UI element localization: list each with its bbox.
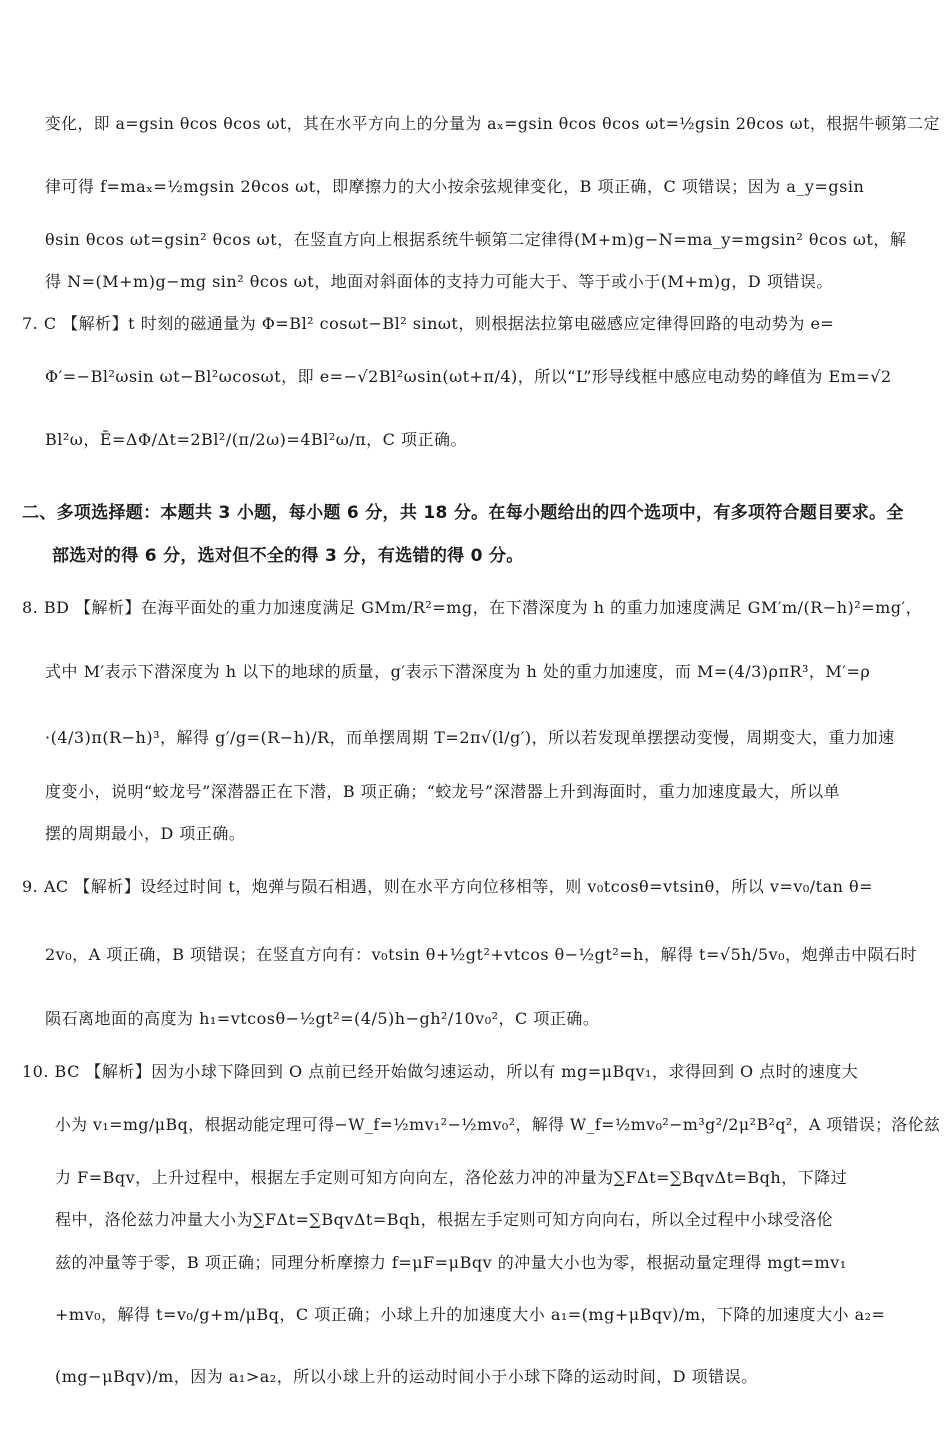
text-line: 律可得 f=maₓ=½mgsin 2θcos ωt，即摩擦力的大小按余弦规律变化，B 项正确，C 项错误；因为 a_y=gsin [45, 177, 865, 196]
question-10-line: 10. BC 【解析】因为小球下降回到 O 点前已经开始做匀速运动，所以有 mg=μBqv₁，求得回到 O 点时的速度大 [22, 1062, 859, 1081]
text-line: 陨石离地面的高度为 h₁=vtcosθ−½gt²=(4/5)h−gh²/10v₀²，C 项正确。 [45, 1009, 600, 1028]
text-line: Bl²ω，Ē=ΔΦ/Δt=2Bl²/(π/2ω)=4Bl²ω/π，C 项正确。 [45, 430, 468, 449]
text-line: +mv₀，解得 t=v₀/g+m/μBq，C 项正确；小球上升的加速度大小 a₁=(mg+μBqv)/m，下降的加速度大小 a₂= [55, 1305, 886, 1324]
text-line: (mg−μBqv)/m，因为 a₁>a₂，所以小球上升的运动时间小于小球下降的运动时间，D 项错误。 [55, 1367, 758, 1386]
text-line: 小为 v₁=mg/μBq，根据动能定理可得−W_f=½mv₁²−½mv₀²，解得 W_f=½mv₀²−m³g²/2μ²B²q²，A 项错误；洛伦兹 [55, 1115, 941, 1134]
question-9-line: 9. AC 【解析】设经过时间 t，炮弹与陨石相遇，则在水平方向位移相等，则 v₀tcosθ=vtsinθ，所以 v=v₀/tan θ= [22, 877, 874, 896]
text-line: 兹的冲量等于零，B 项正确；同理分析摩擦力 f=μF=μBqv 的冲量大小也为零，根据动量定理得 mgt=mv₁ [55, 1253, 847, 1272]
text-line: 程中，洛伦兹力冲量大小为∑FΔt=∑BqvΔt=Bqh，根据左手定则可知方向向右，所以全过程中小球受洛伦 [55, 1210, 834, 1229]
text-line: 力 F=Bqv，上升过程中，根据左手定则可知方向向左，洛伦兹力冲的冲量为∑FΔt=∑BqvΔt=Bqh，下降过 [55, 1168, 848, 1187]
question-8-line: 8. BD 【解析】在海平面处的重力加速度满足 GMm/R²=mg，在下潜深度为 h 的重力加速度满足 GM′m/(R−h)²=mg′， [22, 598, 923, 617]
text-line: 变化，即 a=gsin θcos θcos ωt，其在水平方向上的分量为 aₓ=gsin θcos θcos ωt=½gsin 2θcos ωt，根据牛顿第二定 [45, 114, 940, 133]
section-heading: 二、多项选择题：本题共 3 小题，每小题 6 分，共 18 分。在每小题给出的四个选项中，有多项符合题目要求。全 [22, 503, 904, 523]
text-line: ·(4/3)π(R−h)³，解得 g′/g=(R−h)/R，而单摆周期 T=2π√(l/g′)，所以若发现单摆摆动变慢，周期变大，重力加速 [45, 728, 895, 747]
question-7-line: 7. C 【解析】t 时刻的磁通量为 Φ=Bl² cosωt−Bl² sinωt，则根据法拉第电磁感应定律得回路的电动势为 e= [22, 314, 835, 333]
text-line: Φ′=−Bl²ωsin ωt−Bl²ωcosωt，即 e=−√2Bl²ωsin(ωt+π/4)，所以“L”形导线框中感应电动势的峰值为 Em=√2 [45, 367, 892, 386]
text-line: 得 N=(M+m)g−mg sin² θcos ωt，地面对斜面体的支持力可能大于、等于或小于(M+m)g，D 项错误。 [45, 272, 833, 291]
text-line: 2v₀，A 项正确，B 项错误；在竖直方向有：v₀tsin θ+½gt²+vtcos θ−½gt²=h，解得 t=√5h/5v₀，炮弹击中陨石时 [45, 945, 918, 964]
section-heading-cont: 部选对的得 6 分，选对但不全的得 3 分，有选错的得 0 分。 [52, 546, 524, 566]
text-line: θsin θcos ωt=gsin² θcos ωt，在竖直方向上根据系统牛顿第二定律得(M+m)g−N=ma_y=mgsin² θcos ωt，解 [45, 230, 907, 249]
text-line: 式中 M′表示下潜深度为 h 以下的地球的质量，g′表示下潜深度为 h 处的重力加速度，而 M=(4/3)ρπR³，M′=ρ [45, 662, 871, 681]
text-line: 摆的周期最小，D 项正确。 [45, 824, 246, 843]
text-line: 度变小，说明“蛟龙号”深潜器正在下潜，B 项正确；“蛟龙号”深潜器上升到海面时，重力加速度最大，所以单 [45, 782, 841, 801]
